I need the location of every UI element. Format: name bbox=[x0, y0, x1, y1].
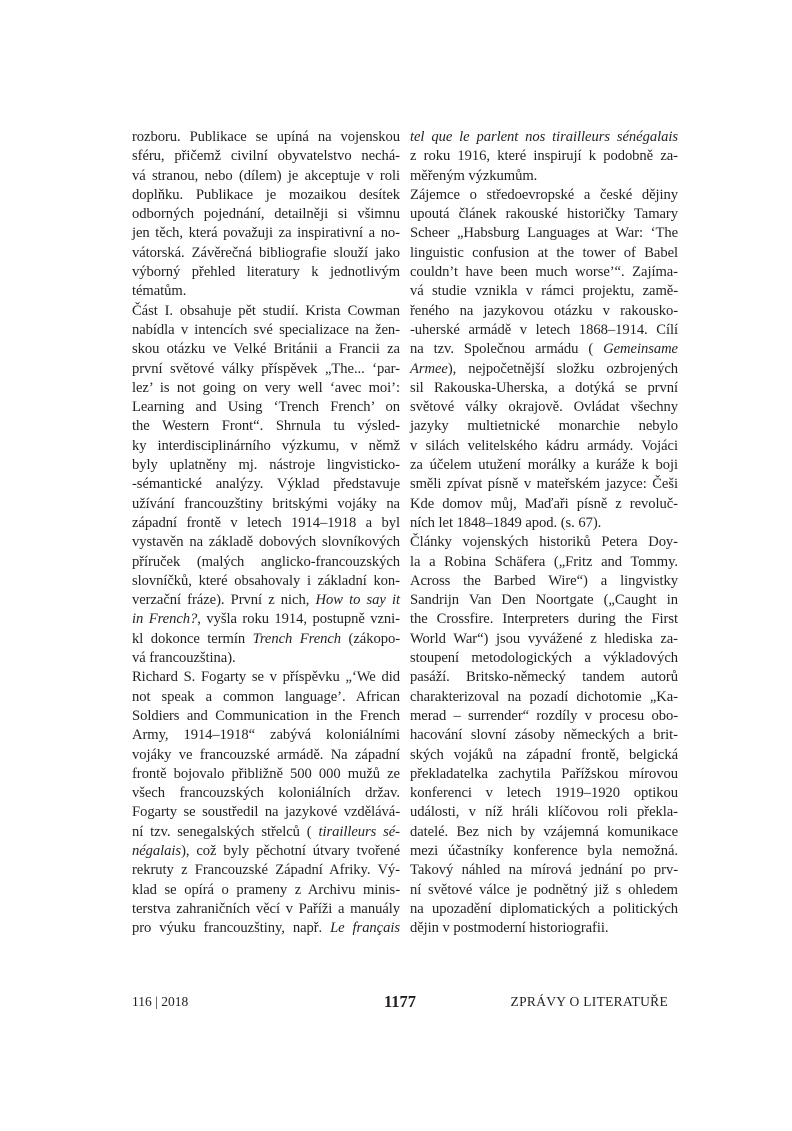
text-line bbox=[410, 861, 678, 880]
text-line bbox=[132, 784, 400, 803]
line-text: Scheer „Habsburg Languages at War: ‘The bbox=[410, 225, 678, 242]
text-line bbox=[132, 340, 400, 359]
line-text: ní tzv. senegalských střelců ( bbox=[132, 823, 312, 840]
text-line bbox=[132, 475, 400, 494]
line-text: frontě bojovalo přibližně 500 000 mužů ze bbox=[132, 765, 400, 782]
text-line bbox=[410, 746, 678, 765]
line-text-after: (zákopo- bbox=[341, 630, 400, 647]
text-line bbox=[132, 900, 400, 919]
line-text: Learning and Using ‘Trench French’ on bbox=[132, 399, 400, 416]
text-line bbox=[410, 456, 678, 475]
line-text: ní světové válce je podnětný již s ohledem bbox=[410, 881, 678, 898]
line-text: Soldiers and Communication in the French bbox=[132, 707, 400, 724]
text-line bbox=[410, 784, 678, 803]
text-line bbox=[132, 147, 400, 166]
left-text-column bbox=[132, 128, 400, 938]
line-text-after: ), což byly pěchotní útvary tvořené bbox=[181, 842, 400, 859]
text-line bbox=[132, 514, 400, 533]
text-line bbox=[132, 282, 400, 301]
text-line bbox=[132, 302, 400, 321]
line-text: překladatelka zachytila Pařížskou mírovou bbox=[410, 765, 678, 782]
text-line bbox=[410, 668, 678, 687]
text-line bbox=[410, 900, 678, 919]
line-text: la a Robina Schäfera („Fritz and Tommy. bbox=[410, 553, 678, 570]
text-line bbox=[410, 244, 678, 263]
text-line bbox=[410, 321, 678, 340]
line-text: jen těch, která považuji za inspirativní a no- bbox=[132, 225, 400, 242]
text-line bbox=[132, 823, 400, 842]
text-line bbox=[132, 244, 400, 263]
text-line bbox=[132, 553, 400, 572]
text-line bbox=[410, 533, 678, 552]
line-text: pro výuku francouzštiny, např. bbox=[132, 920, 323, 937]
text-line bbox=[132, 861, 400, 880]
text-line bbox=[132, 379, 400, 398]
line-text: příruček (malých anglicko-francouzských bbox=[132, 553, 400, 570]
line-text: skou otázku ve Velké Británii a Francii za bbox=[132, 341, 400, 358]
text-line bbox=[410, 360, 678, 379]
text-line bbox=[410, 803, 678, 822]
italic-title: négalais bbox=[132, 842, 182, 859]
line-text: pasáží. Britsko-německý tandem autorů bbox=[410, 669, 678, 686]
line-text-after: , vyšla roku 1914, postupně vzni- bbox=[197, 611, 400, 628]
text-line bbox=[132, 842, 400, 861]
text-line bbox=[132, 649, 400, 668]
text-line bbox=[132, 128, 400, 147]
text-line bbox=[132, 186, 400, 205]
line-text: mezi účastníky konference byla nemožná. bbox=[410, 842, 678, 859]
line-text: sil Rakouska-Uherska, a dotýká se první bbox=[410, 379, 678, 396]
line-text: -uherské armádě v letech 1868–1914. Cílí bbox=[410, 321, 678, 338]
text-line bbox=[132, 610, 400, 629]
line-text: vá studie vznikla v rámci projektu, zamě- bbox=[410, 283, 678, 300]
line-text: konferenci v letech 1919–1920 optikou bbox=[410, 785, 678, 802]
text-line bbox=[132, 321, 400, 340]
italic-title: tel que le parlent nos tirailleurs sénégalais bbox=[410, 129, 678, 145]
line-text: Takový náhled na mírová jednání po prv- bbox=[410, 862, 678, 879]
line-text: hacování slovní zásoby německých a brit- bbox=[410, 727, 678, 744]
line-text: světové války okrajově. Ovládat všechny bbox=[410, 399, 678, 416]
line-text: vá stranou, nebo (dílem) je akceptuje v roli bbox=[132, 167, 400, 184]
line-text: Sandrijn Van Den Noortgate („Caught in bbox=[410, 592, 678, 609]
line-text: jazyky multietnické monarchie nebylo bbox=[410, 418, 678, 435]
text-line bbox=[132, 707, 400, 726]
text-line bbox=[410, 437, 678, 456]
right-text-column bbox=[410, 128, 678, 938]
line-text: Články vojenských historiků Petera Doy- bbox=[410, 534, 678, 551]
italic-title: Trench French bbox=[252, 630, 342, 647]
line-text: Across the Barbed Wire“) a lingvistky bbox=[410, 572, 678, 589]
line-text: terstva zahraničních věcí v Paříži a manuály bbox=[132, 900, 400, 917]
text-line bbox=[410, 147, 678, 166]
text-line bbox=[132, 360, 400, 379]
line-text: doplňku. Publikace je mozaikou desítek bbox=[132, 186, 400, 203]
italic-title: tirailleurs sé- bbox=[318, 823, 400, 840]
line-text: události, v níž hráli klíčovou roli překla- bbox=[410, 804, 678, 821]
text-line bbox=[410, 823, 678, 842]
italic-title: Le français bbox=[330, 920, 400, 937]
line-text: směli zpívat písně v mateřském jazyce: Češi bbox=[410, 476, 678, 493]
text-line bbox=[410, 379, 678, 398]
text-line bbox=[410, 649, 678, 668]
text-line bbox=[132, 456, 400, 475]
line-text: charakterizoval na pozadí dichotomie „Ka- bbox=[410, 688, 678, 705]
line-text: vá francouzština). bbox=[132, 650, 236, 667]
italic-title: in French? bbox=[132, 611, 198, 628]
line-text: byly uplatněny mj. nástroje lingvisticko- bbox=[132, 457, 400, 474]
line-text: za účelem utužení morálky a kuráže k boji bbox=[410, 457, 678, 474]
line-text: the Crossfire. Interpreters during the First bbox=[410, 611, 678, 628]
line-text: upoutá článek rakouské historičky Tamary bbox=[410, 206, 678, 223]
line-text: výborný přehled literatury k jednotlivým bbox=[132, 264, 400, 281]
line-text: odborných pojednání, detailněji si všimnu bbox=[132, 206, 400, 223]
text-line bbox=[410, 128, 678, 147]
line-text: slovníčků, které obsahovaly i základní kon- bbox=[132, 572, 400, 589]
text-line bbox=[410, 688, 678, 707]
italic-title: How to say it bbox=[315, 592, 400, 609]
text-line bbox=[410, 282, 678, 301]
line-text: linguistic confusion at the tower of Babel bbox=[410, 244, 678, 261]
text-line bbox=[410, 610, 678, 629]
text-line bbox=[410, 398, 678, 417]
footer-section-title: ZPRÁVY O LITERATUŘE bbox=[510, 994, 668, 1009]
line-text: vystavěn na základě dobových slovníkových bbox=[132, 534, 400, 551]
line-text: na upozadění diplomatických a politických bbox=[410, 900, 678, 917]
text-line bbox=[410, 881, 678, 900]
line-text: dějin v postmoderní historiografii. bbox=[410, 920, 609, 937]
text-line bbox=[410, 302, 678, 321]
italic-title: Armee bbox=[410, 360, 448, 377]
text-line bbox=[132, 765, 400, 784]
text-line bbox=[132, 263, 400, 282]
text-line bbox=[132, 881, 400, 900]
text-line bbox=[410, 224, 678, 243]
line-text: kl dokonce termín bbox=[132, 630, 246, 647]
text-line bbox=[132, 495, 400, 514]
text-line bbox=[410, 417, 678, 436]
text-line bbox=[410, 707, 678, 726]
text-line bbox=[410, 842, 678, 861]
text-line bbox=[410, 340, 678, 359]
line-text: rozboru. Publikace se upíná na vojenskou bbox=[132, 129, 400, 145]
text-line bbox=[132, 803, 400, 822]
line-text: Zájemce o středoevropské a české dějiny bbox=[410, 186, 678, 203]
text-line bbox=[132, 746, 400, 765]
text-line bbox=[410, 495, 678, 514]
text-line bbox=[132, 591, 400, 610]
text-line bbox=[132, 205, 400, 224]
line-text: ských vojáků na západní frontě, belgická bbox=[410, 746, 678, 763]
line-text: couldn’t have been much worse’“. Zajíma- bbox=[410, 264, 678, 281]
line-text: západní frontě v letech 1914–1918 a byl bbox=[132, 514, 400, 531]
text-line bbox=[410, 919, 678, 938]
page-footer bbox=[132, 992, 668, 1016]
line-text: první světové války příspěvek „The... ‘par- bbox=[132, 360, 400, 377]
text-line bbox=[410, 186, 678, 205]
line-text: vátorská. Závěrečná bibliografie slouží jako bbox=[132, 244, 400, 261]
text-line bbox=[132, 437, 400, 456]
italic-title: Gemeinsame bbox=[603, 341, 678, 358]
line-text: měřeným výzkumům. bbox=[410, 167, 538, 184]
line-text: Kde domov můj, Maďaři písně z revoluč- bbox=[410, 495, 678, 512]
text-line bbox=[410, 263, 678, 282]
text-line bbox=[132, 398, 400, 417]
text-line bbox=[410, 514, 678, 533]
line-text: na tzv. Společnou armádu ( bbox=[410, 341, 594, 358]
line-text: merad – surrender“ rozdíly v procesu obo- bbox=[410, 707, 678, 724]
line-text: z roku 1916, které inspirují k podobně za- bbox=[410, 148, 678, 165]
line-text: tématům. bbox=[132, 283, 187, 300]
line-text: všech francouzských koloniálních držav. bbox=[132, 785, 400, 802]
text-line bbox=[410, 553, 678, 572]
text-line bbox=[132, 630, 400, 649]
line-text: vojáky ve francouzské armádě. Na západní bbox=[132, 746, 400, 763]
line-text: Část I. obsahuje pět studií. Krista Cowman bbox=[132, 302, 400, 319]
line-text: klad se opírá o prameny z Archivu minis- bbox=[132, 881, 400, 898]
text-line bbox=[132, 533, 400, 552]
line-text: verzační fráze). První z nich, bbox=[132, 592, 310, 609]
line-text: not speak a common language’. African bbox=[132, 688, 400, 705]
line-text: datelé. Bez nich by vzájemná komunikace bbox=[410, 823, 678, 840]
text-line bbox=[132, 668, 400, 687]
footer-issue: 116 | 2018 bbox=[132, 994, 189, 1009]
page-number: 1177 bbox=[383, 992, 417, 1011]
text-line bbox=[410, 475, 678, 494]
line-text: ky interdisciplinárního výzkumu, v němž bbox=[132, 437, 400, 454]
line-text: rekruty z Francouzské Západní Afriky. Vý- bbox=[132, 862, 400, 879]
line-text: -sémantické analýzy. Výklad představuje bbox=[132, 476, 400, 493]
line-text: Fogarty se soustředil na jazykové vzdělává- bbox=[132, 804, 400, 821]
text-line bbox=[410, 591, 678, 610]
text-line bbox=[410, 765, 678, 784]
text-line bbox=[410, 726, 678, 745]
line-text: Army, 1914–1918“ zabývá koloniálními bbox=[132, 727, 400, 744]
text-line bbox=[132, 919, 400, 938]
line-text: ních let 1848–1849 apod. (s. 67). bbox=[410, 514, 602, 531]
line-text: World War“) jsou vyvážené z hlediska za- bbox=[410, 630, 678, 647]
line-text: nabídla v intencích své specializace na žen- bbox=[132, 321, 400, 338]
text-line bbox=[410, 167, 678, 186]
text-line bbox=[410, 572, 678, 591]
text-line bbox=[410, 630, 678, 649]
line-text: řeného na jazykovou otázku v rakousko- bbox=[410, 302, 678, 319]
text-line bbox=[132, 167, 400, 186]
text-line bbox=[132, 417, 400, 436]
line-text: Richard S. Fogarty se v příspěvku „‘We did bbox=[132, 669, 400, 686]
text-line bbox=[132, 688, 400, 707]
line-text: užívání francouzštiny britskými vojáky na bbox=[132, 495, 400, 512]
text-line bbox=[410, 205, 678, 224]
line-text: lez’ is not going on very well ‘avec moi’: bbox=[132, 379, 400, 396]
line-text: stoupení metodologických a výkladových bbox=[410, 650, 678, 667]
text-line bbox=[132, 572, 400, 591]
line-text: the Western Front“. Shrnula tu výsled- bbox=[132, 418, 400, 435]
text-line bbox=[132, 726, 400, 745]
line-text-after: ), nejpočetnější složku ozbrojených bbox=[447, 360, 678, 377]
line-text: sféru, přičemž civilní obyvatelstvo nechá- bbox=[132, 148, 400, 165]
text-line bbox=[132, 224, 400, 243]
line-text: v silách velitelského kádru armády. Vojáci bbox=[410, 437, 678, 454]
